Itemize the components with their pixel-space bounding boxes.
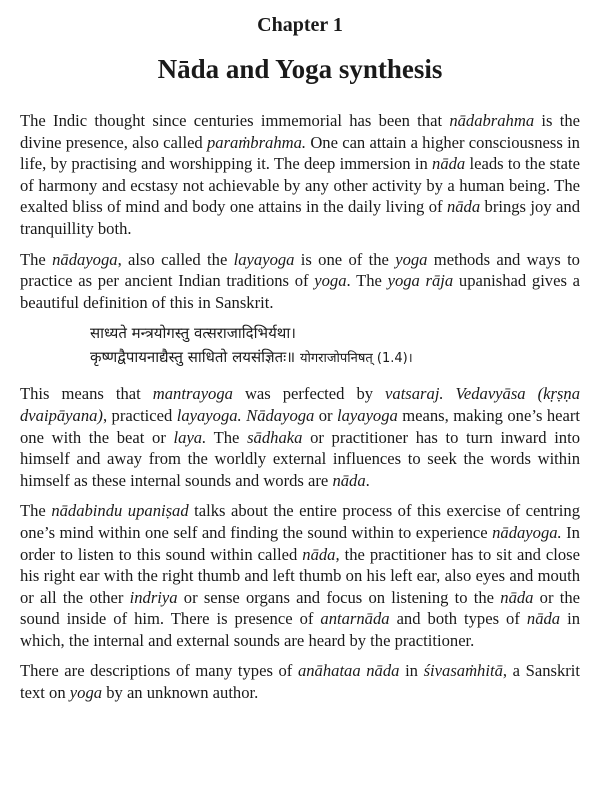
- text-run: the practitioner has to sit and close his right ear with the right thumb and left thumb on his left ear, also eyes and mouth or all the other: [20, 544, 580, 607]
- text-run: is one of the: [294, 249, 396, 269]
- sanskrit-term: mantrayoga: [152, 384, 233, 404]
- verse-line-1: साध्यते मन्त्रयोगस्तु वत्सराजादिभिर्यथा।: [90, 324, 296, 343]
- sanskrit-term: yoga: [314, 271, 347, 291]
- text-run: or practitioner has to turn inward into himself and away from the worldly external influences to seek the words within himself as these internal sounds and words are: [20, 427, 581, 490]
- text-run: is the divine presence, also called: [20, 111, 580, 152]
- text-run: The: [206, 427, 248, 447]
- text-run: leads to the state of harmony and ecstasy not achievable by any other activity by a human being. The exalted bliss of mind and body one attains in the daily living of: [20, 154, 580, 217]
- text-run: by an unknown author.: [102, 683, 259, 703]
- text-run: in which, the internal and external sounds are heard by the practitioner.: [20, 609, 580, 650]
- sanskrit-term: layayoga: [233, 249, 295, 269]
- sanskrit-term: nāda: [500, 587, 534, 607]
- text-run: in: [399, 661, 424, 681]
- sanskrit-term: anāhataa nāda: [297, 661, 400, 681]
- sanskrit-term: sādhaka: [247, 427, 303, 447]
- text-run: One can attain a higher consciousness in life, by practising and worshipping it. The deep immersion in: [20, 132, 580, 174]
- sanskrit-term: nāda: [446, 197, 481, 217]
- sanskrit-term: nāda: [432, 154, 466, 174]
- text-run: methods and ways to practice as per ancient Indian traditions of: [20, 249, 580, 291]
- text-run: , a Sanskrit text on: [20, 661, 581, 703]
- sanskrit-term: nāda,: [302, 544, 340, 564]
- text-run: The: [20, 249, 53, 269]
- chapter-label: Chapter 1: [257, 14, 343, 36]
- text-run: or the sound inside of him. There is presence of: [20, 587, 580, 629]
- text-run: , practiced: [102, 405, 177, 425]
- text-run: .: [365, 470, 370, 490]
- paragraph-3: [20, 383, 580, 491]
- verse-line-2-text: कृष्णद्वैपायनाद्यैस्तु साधितो लयसंज्ञितः॥: [90, 348, 296, 367]
- sanskrit-term: yoga: [395, 249, 428, 269]
- text-run: The: [20, 501, 52, 521]
- paragraph-5: [20, 660, 580, 703]
- text-run: upanishad gives a beautiful definition of this in Sanskrit.: [20, 271, 580, 312]
- sanskrit-verse: [90, 321, 580, 371]
- sanskrit-term: indriya: [129, 587, 178, 607]
- sanskrit-term: layayoga. Nādayoga: [176, 405, 315, 425]
- text-run: In order to listen to this sound within called: [20, 522, 580, 564]
- sanskrit-term: yoga rāja: [387, 271, 454, 291]
- chapter-title: Nāda and Yoga synthesis: [157, 54, 443, 84]
- text-run: or sense organs and focus on listening to the: [177, 587, 501, 607]
- sanskrit-term: nādayoga: [52, 249, 118, 269]
- text-run: This means that: [20, 384, 153, 404]
- paragraph-2: [20, 249, 580, 314]
- text-run: was perfected by: [232, 384, 386, 404]
- text-run: The Indic thought since centuries immemorial has been that: [20, 111, 450, 130]
- text-run: and both types of: [389, 609, 527, 629]
- sanskrit-term: laya.: [173, 427, 207, 447]
- paragraph-1: [20, 110, 580, 240]
- sanskrit-term: nāda: [526, 609, 561, 629]
- text-run: , also called the: [117, 249, 234, 269]
- text-run: brings joy and tranquillity both.: [20, 197, 581, 238]
- text-run: . The: [346, 271, 388, 291]
- text-run: There are descriptions of many types of: [20, 661, 298, 681]
- sanskrit-term: nādayoga.: [492, 522, 562, 542]
- sanskrit-term: nādabindu upaniṣad: [51, 501, 189, 521]
- sanskrit-term: paraṁbrahma.: [206, 132, 307, 152]
- sanskrit-term: yoga: [69, 683, 103, 703]
- paragraph-4: [20, 500, 580, 651]
- sanskrit-term: antarnāda: [320, 609, 390, 629]
- text-run: means, making one’s heart one with the beat or: [20, 405, 580, 447]
- sanskrit-term: layayoga: [337, 405, 398, 425]
- verse-line-2: [90, 345, 580, 371]
- sanskrit-term: śivasaṁhitā: [423, 661, 503, 681]
- verse-reference: योगराजोपनिषत् (1.4)।: [299, 351, 413, 367]
- text-run: talks about the entire process of this exercise of centring one’s mind within one self and finding the sound within to experience: [20, 501, 581, 542]
- text-run: or: [314, 405, 337, 425]
- sanskrit-term: nāda: [332, 470, 366, 490]
- sanskrit-term: nādabrahma: [449, 111, 535, 130]
- sanskrit-term: vatsaraj. Vedavyāsa (kṛṣṇa dvaipāyana): [20, 384, 580, 425]
